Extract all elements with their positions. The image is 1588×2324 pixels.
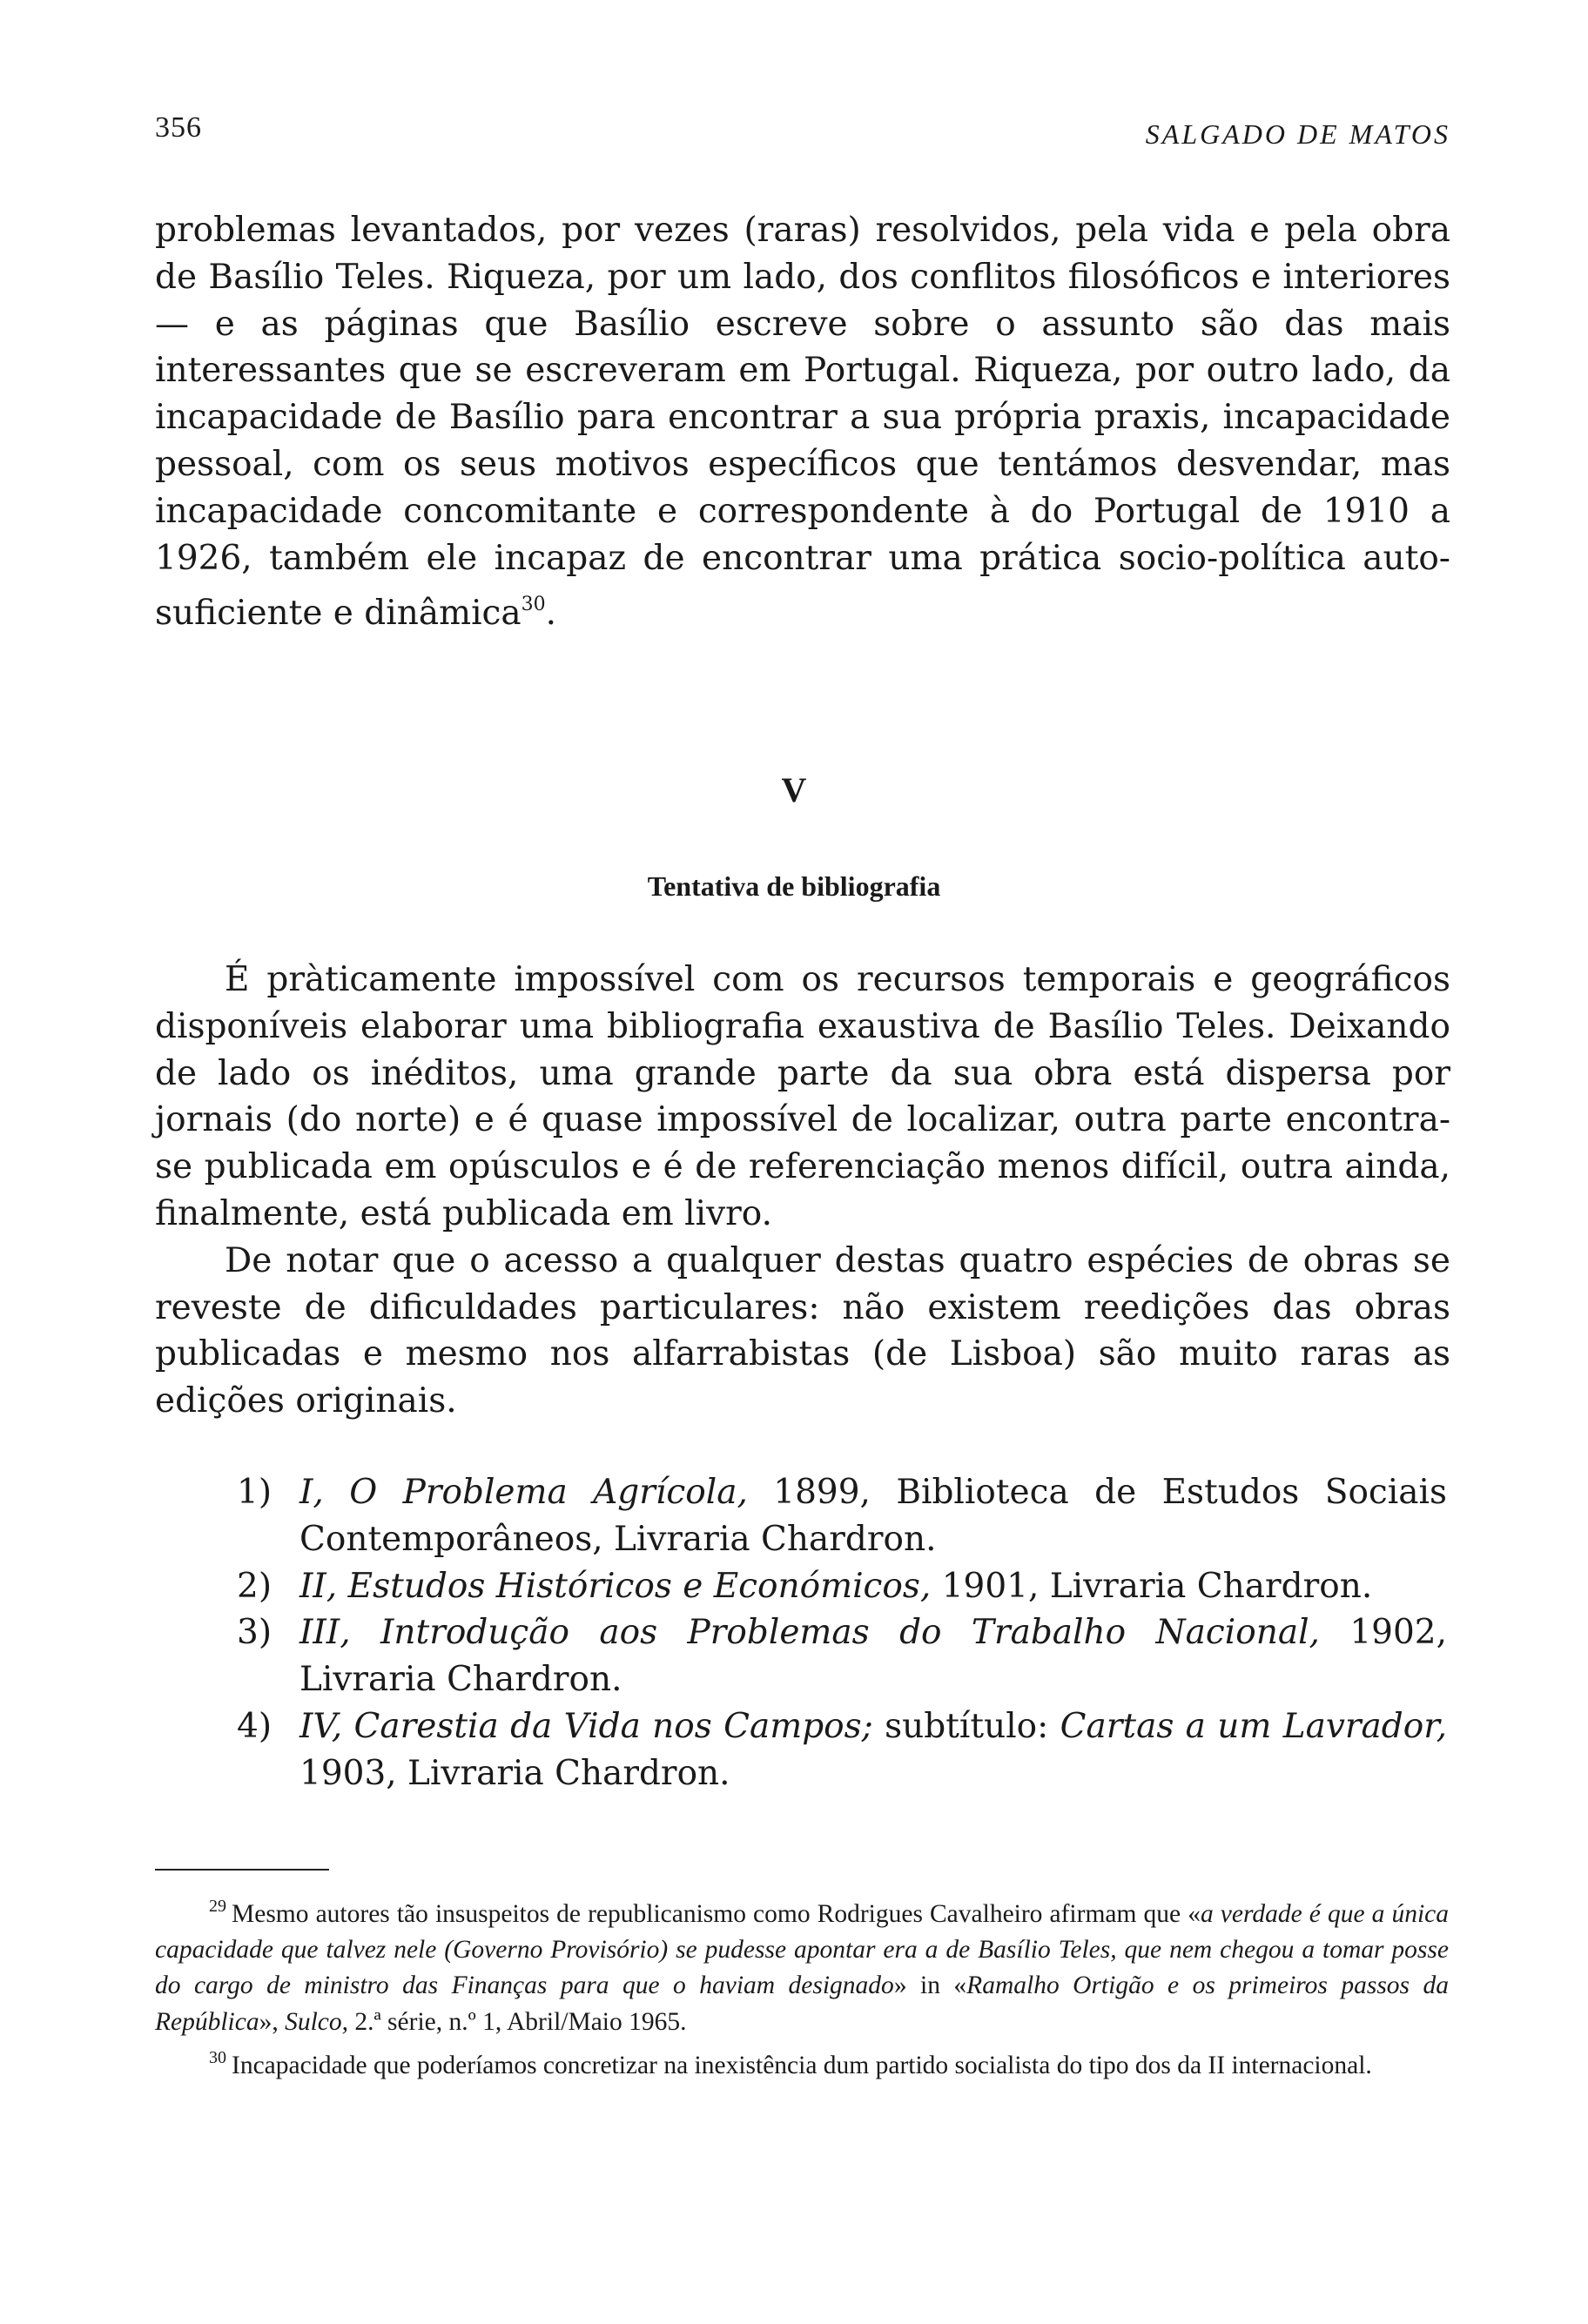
bibliography-entry (237, 1703, 1447, 1797)
paragraph-end: . (545, 594, 557, 634)
footnote-30 (155, 2040, 1449, 2084)
entry-text (299, 1609, 1447, 1703)
entry-number: 4) (237, 1706, 273, 1746)
entry-title: III, Introdução aos Problemas do Trabalho Nacional, (299, 1613, 1320, 1653)
entry-text (299, 1703, 1447, 1797)
intro-paragraph-2: De notar que o acesso a qualquer destas quatro espécies de obras se reveste de dificuldades particulares: não existem reedições das obras publicadas e mesmo nos alfarrabistas (de Lisboa) são muito raras as edições originais. (155, 1240, 1450, 1421)
footnote-29 (155, 1889, 1449, 2040)
section-numeral: V (781, 770, 807, 809)
footnote-quote: a verdade é que a única capacidade que talvez nele (Governo Provisório) se pudesse apontar era a de Basílio Teles, que nem chegou a tomar posse do cargo de ministro das Finanças para que o haviam designado (155, 1900, 1449, 2000)
footnote-reference[interactable]: 30 (521, 594, 546, 616)
bibliography-entry (237, 1469, 1447, 1563)
entry-title: II, Estudos Históricos e Económicos, (299, 1566, 932, 1606)
page-number: 356 (155, 111, 202, 144)
footnote-source: Ramalho Ortigão e os primeiros passos da República (155, 1971, 1449, 2036)
bibliography-intro (155, 957, 1450, 1425)
entry-details-2: 1903, Livraria Chardron. (299, 1753, 730, 1793)
bibliography-entry (237, 1609, 1447, 1703)
entry-details: subtítulo: (872, 1706, 1060, 1746)
footnote-mid: » in « (893, 1971, 967, 2000)
footnote-lead: Mesmo autores tão insuspeitos de republicanismo como Rodrigues Cavalheiro afirmam que « (232, 1900, 1201, 1928)
entry-subtitle: Cartas a um Lavrador, (1060, 1706, 1448, 1746)
entry-text (299, 1469, 1447, 1563)
bibliography-list (237, 1469, 1447, 1797)
entry-number: 3) (237, 1613, 273, 1653)
section-title: Tentativa de bibliografia (647, 870, 941, 902)
entry-details: 1901, Livraria Chardron. (931, 1566, 1373, 1606)
footnote-journal: Sulco, (285, 2007, 349, 2036)
entry-title: IV, Carestia da Vida nos Campos; (299, 1706, 873, 1746)
continued-paragraph (155, 207, 1450, 637)
footnote-divider (155, 1869, 329, 1871)
entry-details: 1902, Livraria Chardron. (299, 1613, 1448, 1700)
paragraph-text: problemas levantados, por vezes (raras) resolvidos, pela vida e pela obra de Basílio Teles. Riqueza, por um lado, dos conflitos filosóficos e interiores — e as páginas que Basílio escreve sobre o assunto são das mais interessantes que se escreveram em Portugal. Riqueza, por outro lado, da incapacidade de Basílio para encontrar a sua própria praxis, incapacidade pessoal, com os seus motivos específicos que tentámos desvendar, mas incapacidade concomitante e correspondente à do Portugal de 1910 a 1926, também ele incapaz de encontrar uma prática socio-política auto-suficiente e dinâmica (155, 211, 1450, 634)
running-header (155, 111, 1450, 155)
entry-number: 2) (237, 1566, 273, 1606)
entry-text (299, 1563, 1447, 1610)
entry-details: 1899, Biblioteca de Estudos Sociais Contemporâneos, Livraria Chardron. (299, 1473, 1447, 1559)
footnote-tail: 2.ª série, n.º 1, Abril/Maio 1965. (348, 2007, 687, 2036)
running-title: SALGADO DE MATOS (1145, 118, 1450, 150)
entry-title: I, O Problema Agrícola, (299, 1473, 748, 1512)
entry-number: 1) (237, 1473, 273, 1512)
footnote-number: 29 (209, 1897, 226, 1916)
footnote-number: 30 (209, 2047, 226, 2067)
paragraph (155, 207, 1450, 637)
bibliography-entry (237, 1563, 1447, 1610)
intro-paragraph-1: É pràticamente impossível com os recursos temporais e geográficos disponíveis elaborar uma bibliografia exaustiva de Basílio Teles. Deixando de lado os inéditos, uma grande parte da sua obra está dispersa por jornais (do norte) e é quase impossível de localizar, outra parte encontra-se publicada em opúsculos e é de referenciação menos difícil, outra ainda, finalmente, está publicada em livro. (155, 960, 1450, 1233)
footnote-text: Incapacidade que poderíamos concretizar na inexistência dum partido socialista do tipo dos da II internacional. (232, 2051, 1372, 2079)
footnotes (155, 1889, 1449, 2084)
footnote-mid-2: », (259, 2007, 286, 2036)
